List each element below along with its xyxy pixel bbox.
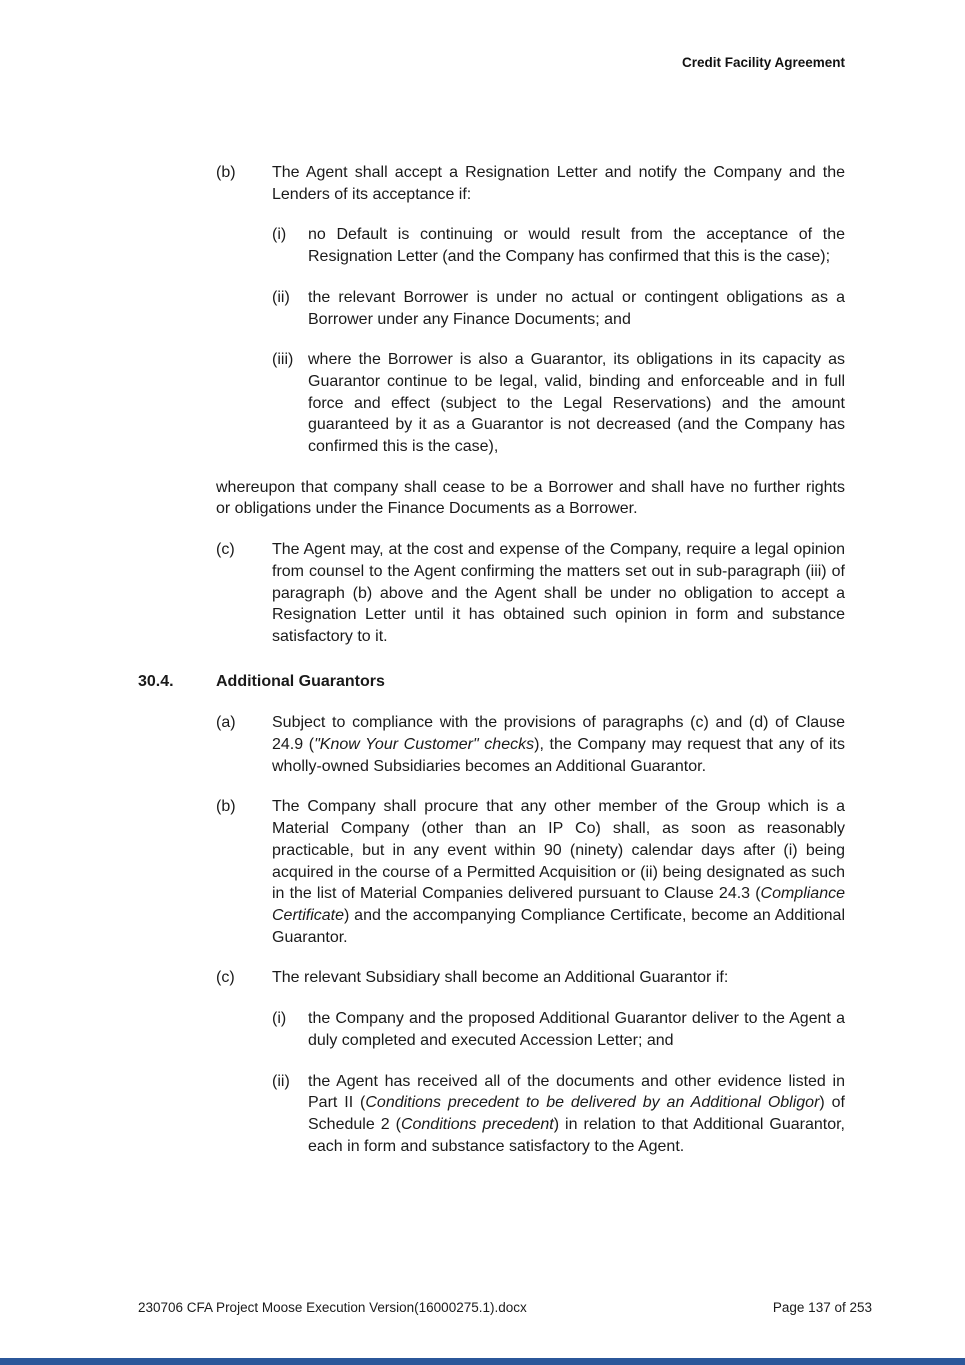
c-item-i-label: (i) xyxy=(272,1010,287,1028)
page-header xyxy=(0,55,845,70)
item-ii-text: the relevant Borrower is under no actual or contingent obligations as a Borrower under any Finance Documents; and xyxy=(308,288,845,328)
section-paragraph-b-label: (b) xyxy=(216,798,236,816)
c-item-i-text: the Company and the proposed Additional Guarantor deliver to the Agent a duly completed and executed Accession Letter; and xyxy=(308,1010,845,1049)
footer-page-number: Page 137 of 253 xyxy=(772,1300,872,1315)
item-i-text: no Default is continuing or would result from the acceptance of the Resignation Letter (and the Company has confirmed that this is the case); xyxy=(308,226,845,266)
text-run: ) and the accompanying Compliance Certificate, become an Additional Guarantor. xyxy=(272,906,845,946)
text-run: ) of Schedule 2 ( xyxy=(308,1094,845,1133)
document-body xyxy=(138,162,845,1176)
section-paragraph-a xyxy=(216,712,845,777)
section-paragraph-c-item-ii xyxy=(272,1071,845,1158)
item-i-label: (i) xyxy=(272,226,287,244)
bottom-accent-bar xyxy=(0,1358,965,1365)
c-item-ii-label: (ii) xyxy=(272,1072,290,1090)
item-iii-text: where the Borrower is also a Guarantor, its obligations in its capacity as Guarantor continue to be legal, valid, binding and enforceable and in full force and effect (subject to the Legal Reservations) and the amount guaranteed by it as a Guarantor is not decreased (and the Company has confirmed this is the case), xyxy=(308,351,845,456)
paragraph-b xyxy=(216,162,845,205)
section-title: Additional Guarantors xyxy=(216,672,385,690)
paragraph-b-item-ii xyxy=(272,287,845,330)
text-run: ), the Company may request that any of its wholly-owned Subsidiaries becomes an Additional Guarantor. xyxy=(272,736,845,775)
paragraph-b-item-i xyxy=(272,224,845,267)
section-number: 30.4. xyxy=(138,672,174,690)
paragraph-b-text: The Agent shall accept a Resignation Letter and notify the Company and the Lenders of its acceptance if: xyxy=(272,164,845,203)
header-title: Credit Facility Agreement xyxy=(681,55,845,70)
section-paragraph-b xyxy=(216,796,845,948)
section-paragraph-c-text: The relevant Subsidiary shall become an Additional Guarantor if: xyxy=(272,969,729,987)
section-paragraph-c-item-i xyxy=(272,1008,845,1051)
paragraph-b-label: (b) xyxy=(216,164,236,181)
paragraph-b-item-iii xyxy=(272,349,845,458)
italic-run: Conditions precedent to be delivered by an Additional Obligor xyxy=(365,1094,820,1112)
section-paragraph-c xyxy=(216,967,845,989)
item-ii-label: (ii) xyxy=(272,288,290,306)
section-paragraph-b-text xyxy=(272,796,845,948)
c-item-ii-text xyxy=(308,1071,845,1158)
section-paragraph-a-label: (a) xyxy=(216,714,236,732)
italic-run: Conditions precedent xyxy=(400,1115,554,1133)
footer-filename: 230706 CFA Project Moose Execution Version(16000275.1).docx xyxy=(138,1300,527,1315)
paragraph-c-label: (c) xyxy=(216,541,235,559)
section-paragraph-a-text xyxy=(272,712,845,777)
text-run: ) in relation to that Additional Guarantor, each in form and substance satisfactory to the Agent. xyxy=(308,1115,845,1155)
continuation-paragraph: whereupon that company shall cease to be a Borrower and shall have no further rights or obligations under the Finance Documents as a Borrower. xyxy=(216,478,845,518)
text-run: the Agent has received all of the documents and other evidence listed in Part II ( xyxy=(308,1072,845,1112)
paragraph-c xyxy=(216,539,845,648)
italic-run: "Know Your Customer" checks xyxy=(314,736,535,754)
section-paragraph-c-label: (c) xyxy=(216,969,235,987)
text-run: The Company shall procure that any other member of the Group which is a Material Company (other than an IP Co) shall, as soon as reasonably practicable, but in any event within 90 (ninety) calendar days after (i) being acquired in the course of a Permitted Acquisition or (ii) being designated as such in the list of Material Companies delivered pursuant to Clause 24.3 ( xyxy=(272,798,845,903)
page-footer xyxy=(138,1300,872,1315)
text-run: Subject to compliance with the provisions of paragraphs (c) and (d) of Clause 24.9 ( xyxy=(272,714,845,754)
italic-run: Compliance Certificate xyxy=(272,885,845,924)
section-heading-30-4 xyxy=(138,671,845,693)
item-iii-label: (iii) xyxy=(272,351,294,369)
paragraph-c-text: The Agent may, at the cost and expense of the Company, require a legal opinion from counsel to the Agent confirming the matters set out in sub-paragraph (iii) of paragraph (b) above and the Agent shall be under no obligation to accept a Resignation Letter until it has obtained such opinion in form and substance satisfactory to it. xyxy=(272,541,845,645)
